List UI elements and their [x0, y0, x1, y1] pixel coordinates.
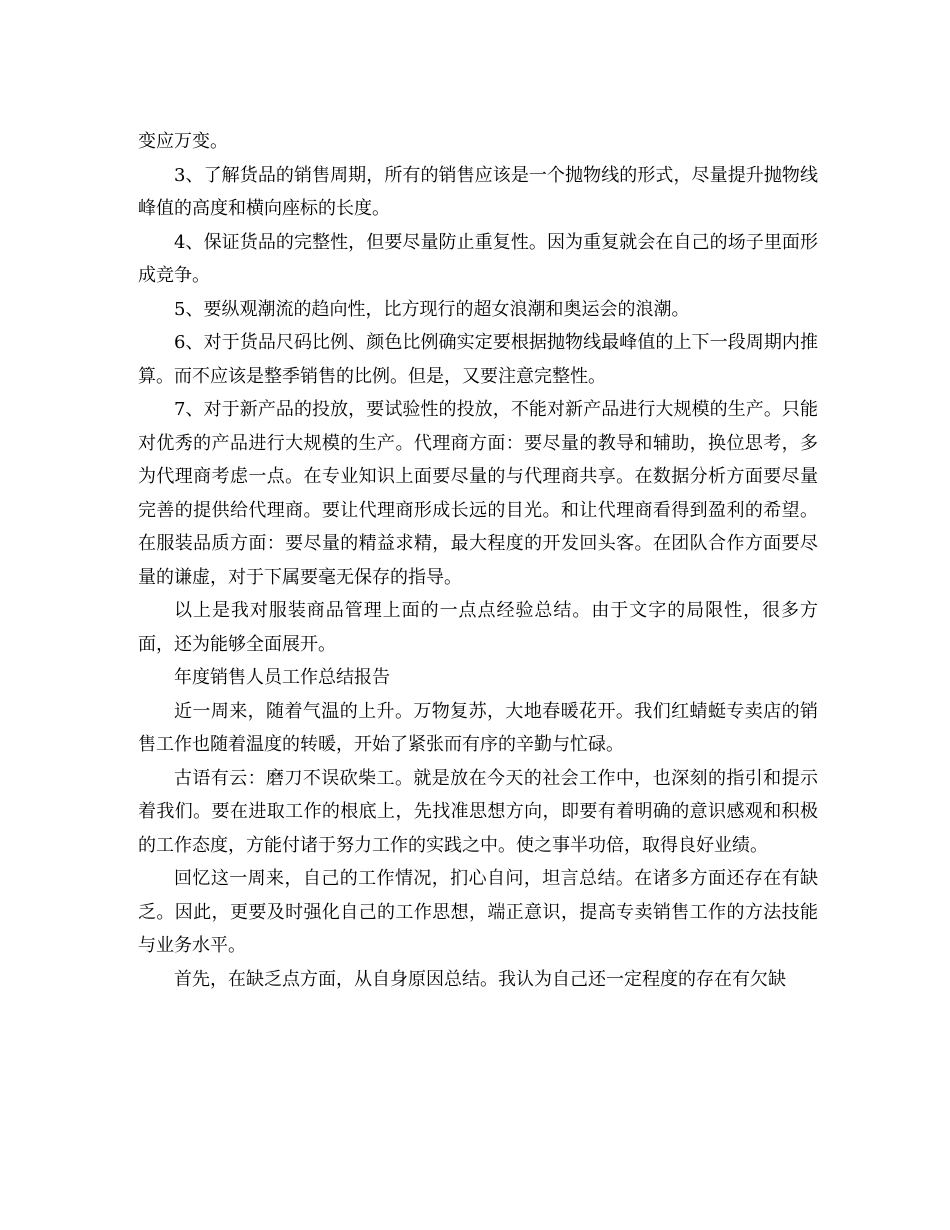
paragraph-10: 回忆这一周来，自己的工作情况，扪心自问，坦言总结。在诸多方面还存在有缺乏。因此，更要及时强化自己的工作思想，端正意识，提高专卖销售工作的方法技能与业务水平。 — [138, 868, 818, 956]
paragraph-6: 7、对于新产品的投放，要试验性的投放，不能对新产品进行大规模的生产。只能对优秀的产品进行大规模的生产。代理商方面：要尽量的教导和辅助，换位思考，多为代理商考虑一点。在专业知识上面要尽量的与代理商共享。在数据分析方面要尽量完善的提供给代理商。要让代理商形成长远的目光。和让代理商看得到盈利的希望。在服装品质方面：要尽量的精益求精，最大程度的开发回头客。在团队合作方面要尽量的谦虚，对于下属要毫无保存的指导。 — [138, 399, 818, 588]
paragraph-7: 以上是我对服装商品管理上面的一点点经验总结。由于文字的局限性，很多方面，还为能够全面展开。 — [138, 600, 818, 655]
paragraph-1: 变应万变。 — [138, 131, 228, 152]
paragraph-11: 首先，在缺乏点方面，从自身原因总结。我认为自己还一定程度的存在有欠缺 — [174, 968, 786, 990]
paragraph-8: 近一周来，随着气温的上升。万物复苏，大地春暖花开。我们红蜻蜓专卖店的销售工作也随着温度的转暖，开始了紧张而有序的辛勤与忙碌。 — [138, 700, 818, 755]
paragraph-3: 4、保证货品的完整性，但要尽量防止重复性。因为重复就会在自己的场子里面形成竞争。 — [138, 231, 818, 286]
document-body — [138, 125, 818, 996]
section-title: 年度销售人员工作总结报告 — [174, 667, 390, 688]
paragraph-9: 古语有云：磨刀不误砍柴工。就是放在今天的社会工作中，也深刻的指引和提示着我们。要在进取工作的根底上，先找准思想方向，即要有着明确的意识感观和积极的工作态度，方能付诸于努力工作的实践之中。使之事半功倍，取得良好业绩。 — [138, 767, 818, 856]
paragraph-4: 5、要纵观潮流的趋向性，比方现行的超女浪潮和奥运会的浪潮。 — [174, 298, 690, 320]
paragraph-2: 3、了解货品的销售周期，所有的销售应该是一个抛物线的形式，尽量提升抛物线峰值的高度和横向座标的长度。 — [138, 164, 818, 219]
paragraph-5: 6、对于货品尺码比例、颜色比例确实定要根据抛物线最峰值的上下一段周期内推算。而不应该是整季销售的比例。但是，又要注意完整性。 — [138, 332, 818, 387]
